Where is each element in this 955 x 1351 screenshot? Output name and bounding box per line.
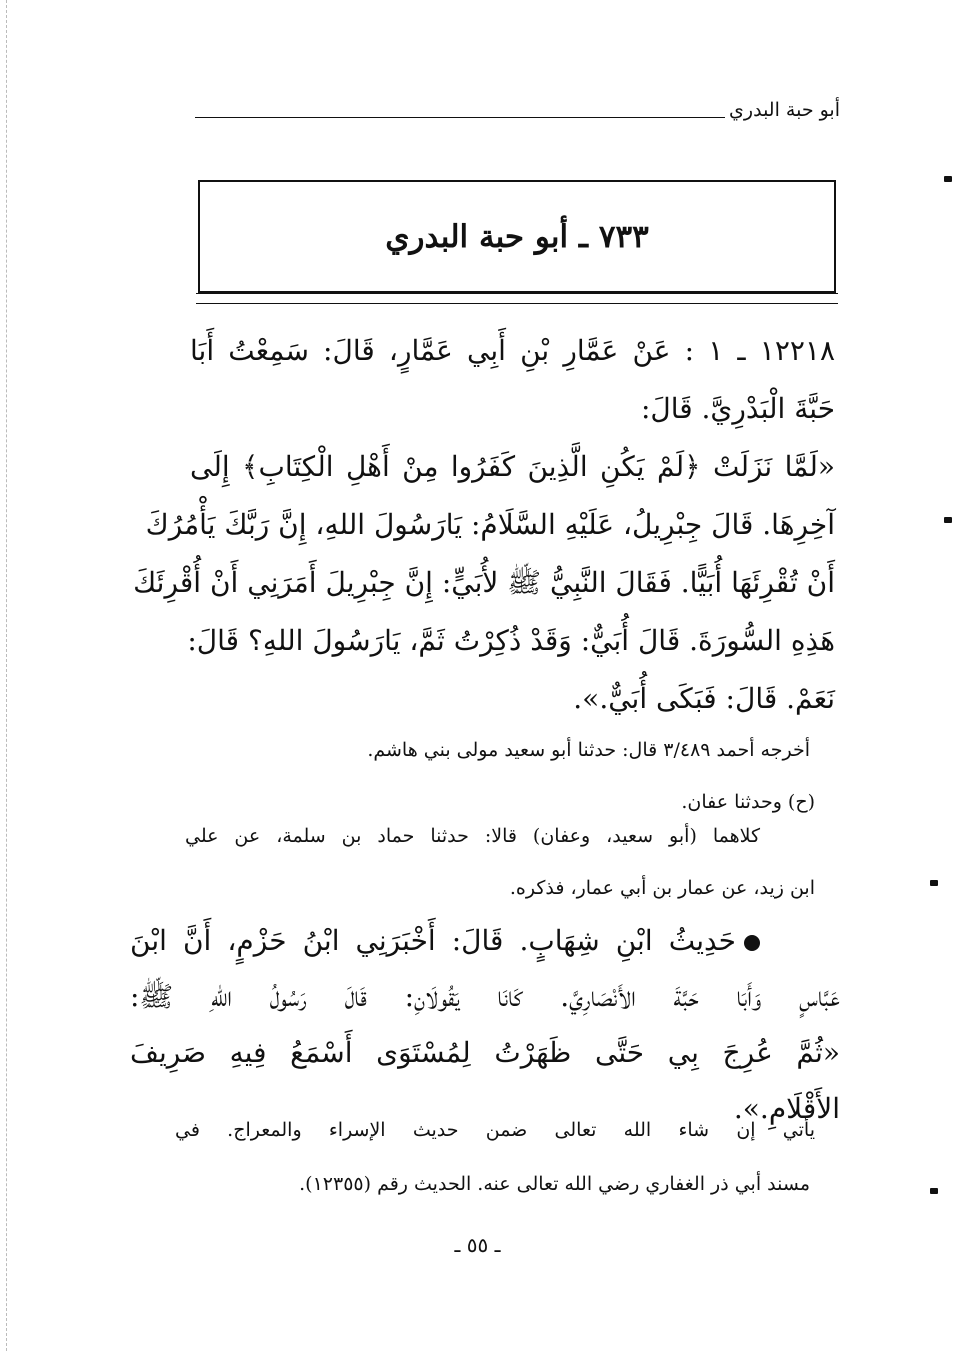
binding-mark [944, 517, 952, 523]
takhrij-line: ابن زيد، عن عمار بن أبي عمار، فذكره. [509, 877, 815, 899]
running-head [195, 86, 840, 120]
page-number: ـ ٥٥ ـ [454, 1233, 501, 1257]
hadith-1-line: هَذِهِ السُّورَةَ. قَالَ أُبَيٌّ: وَقَدْ ذُكِرْتُ ثَمَّ، يَارَسُولَ اللهِ؟ قَالَ: [187, 624, 835, 657]
hadith-2-line: عَبَّاسٍ وَأَبَا حَبَّةَ الأَنْصَارِيَّ. كَانَا يَقُولَانِ: قَالَ رَسُولُ اللهِ ﷺ: [130, 980, 840, 1013]
hadith-1-line: أَنْ تُقْرِئَهَا أُبَيًّا. فَقَالَ النَّبِيُّ ﷺ لأُبَيٍّ: إِنَّ جِبْرِيلَ أَمَرَنِي أَنْ أُقْرِئَكَ [133, 566, 835, 599]
takhrij-line: أخرجه أحمد ٣/٤٨٩ قال: حدثنا أبو سعيد مولى بني هاشم. [367, 739, 810, 761]
scan-edge [6, 0, 7, 1351]
binding-mark [930, 1188, 938, 1194]
hadith-1-line: آخِرِهَا. قَالَ جِبْرِيلُ، عَلَيْهِ السَّلَامُ: يَارَسُولَ اللهِ، إِنَّ رَبَّكَ يَأْمُرُكَ [145, 508, 835, 541]
hadith-1-line: نَعَمْ. قَالَ: فَبَكَى أُبَيٌّ.». [573, 682, 835, 715]
title-rule-top [196, 293, 838, 294]
bullet-icon [744, 935, 760, 951]
title-rule-bottom [196, 303, 838, 304]
hadith-2-line: «ثُمَّ عُرِجَ بِي حَتَّى ظَهَرْتُ لِمُسْتَوَى أَسْمَعُ فِيهِ صَرِيفَ [130, 1036, 840, 1069]
running-head-rule [195, 117, 725, 118]
note-line: يأتي إن شاء الله تعالى ضمن حديث الإسراء والمعراج. في [175, 1119, 815, 1141]
hadith-2-line: حَدِيثُ ابْنِ شِهَابٍ. قَالَ: أَخْبَرَنِي ابْنُ حَزْمٍ، أَنَّ ابْنَ [130, 912, 760, 970]
hadith-2-line: الأَقْلَامِ.». [733, 1092, 840, 1125]
binding-mark [930, 880, 938, 886]
hadith-1-line: حَبَّةَ الْبَدْرِيَّ. قَالَ: [640, 392, 835, 425]
chapter-title-box [198, 180, 836, 293]
hadith-1-line: ١٢٢١٨ ـ ١ : عَنْ عَمَّارِ بْنِ أَبِي عَمَّارٍ، قَالَ: سَمِعْتُ أَبَا [190, 334, 835, 367]
running-head-text: أبو حبة البدري [729, 99, 840, 121]
binding-mark [944, 176, 952, 182]
takhrij-line: (ح) وحدثنا عفان. [681, 791, 815, 813]
note-line: مسند أبي ذر الغفاري رضي الله تعالى عنه. الحديث رقم (١٢٣٥٥). [299, 1173, 810, 1195]
chapter-title: ٧٣٣ ـ أبو حبة البدري [385, 218, 649, 255]
hadith-1-line: «لَمَّا نَزَلَتْ ﴿لَمْ يَكُنِ الَّذِينَ كَفَرُوا مِنْ أَهْلِ الْكِتَابِ﴾ إِلَى [190, 450, 835, 483]
takhrij-line: كلاهما (أبو سعيد، وعفان) قالا: حدثنا حماد بن سلمة، عن علي [185, 825, 760, 847]
